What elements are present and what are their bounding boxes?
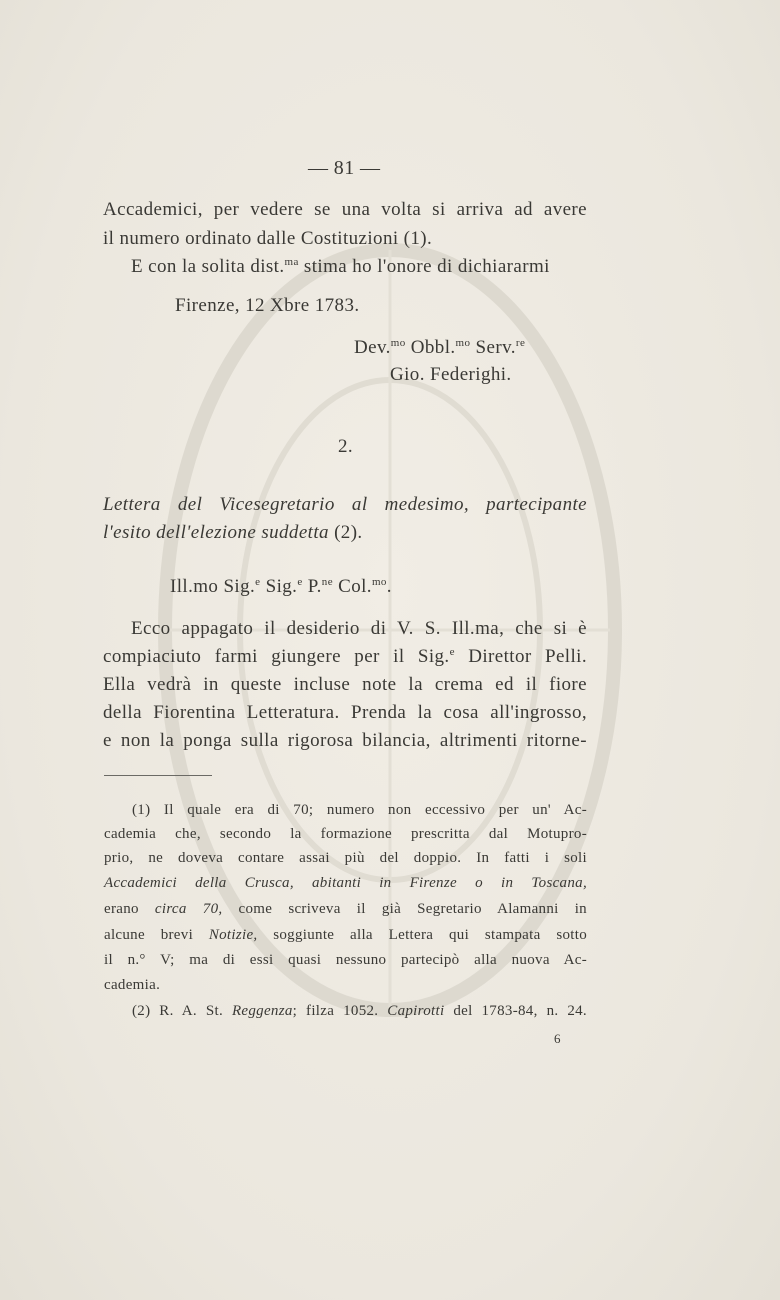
salutation [170, 577, 392, 596]
footnote-text: il n.° V; ma di essi quasi nessuno partecipò alla nuova Ac- [104, 952, 587, 968]
page-number: — 81 — [308, 157, 381, 179]
text: ; filza 1052. [292, 1003, 388, 1019]
body-line [103, 200, 587, 219]
footnote-line [104, 876, 587, 891]
footnote-text: prio, ne doveva contare assai più del doppio. In fatti i soli [104, 850, 587, 866]
body-text: Ella vedrà in queste incluse note la crema ed il fiore [103, 674, 587, 695]
text: Capirotti [387, 1003, 445, 1019]
footnote-line [104, 827, 587, 842]
body-line [103, 675, 587, 694]
text: erano [104, 901, 155, 917]
signature: Gio. Federighi. [390, 364, 512, 385]
text: . [386, 576, 392, 597]
text: compiaciuto farmi giungere per il Sig. [103, 646, 450, 667]
footnote-line [104, 851, 587, 866]
body-line: il numero ordinato dalle Costituzioni (1). [103, 228, 433, 249]
text: (2) R. A. St. [132, 1003, 232, 1019]
superscript: e [449, 646, 455, 658]
text: Reggenza [231, 1003, 293, 1019]
footnote-line [104, 928, 587, 943]
body-text: Ecco appagato il desiderio di V. S. Ill.ma, che si è [131, 618, 587, 639]
footnote-text: cademia che, secondo la formazione prescritta dal Motupro- [104, 826, 587, 842]
text: Serv. [470, 337, 516, 358]
superscript: re [515, 337, 526, 349]
footnote-line: cademia. [104, 977, 161, 993]
text: Ill.mo Sig. [170, 576, 256, 597]
note-ref: (2). [328, 522, 363, 543]
body-text: della Fiorentina Letteratura. Prenda la cosa all'ingrosso, [103, 702, 587, 723]
heading-text: l'esito dell'elezione suddetta [103, 522, 329, 543]
section-heading [103, 495, 587, 514]
text: Col. [332, 576, 372, 597]
text: Sig. [260, 576, 298, 597]
signature-mark: 6 [554, 1031, 561, 1046]
body-text: Accademici, per vedere se una volta si arriva ad avere [103, 199, 587, 220]
text: stima ho l'onore di dichiararmi [298, 256, 550, 277]
superscript: mo [455, 337, 471, 349]
text: E con la solita dist. [131, 256, 285, 277]
text: Direttor Pelli. [454, 646, 587, 667]
footnote-text [104, 902, 587, 917]
section-number: 2. [338, 436, 354, 457]
body-line [131, 619, 587, 638]
footnote-text: Accademici della Crusca, abitanti in Firenze o in Toscana, [104, 875, 587, 891]
superscript: e [297, 576, 303, 588]
footnote-text [104, 928, 587, 943]
superscript: ne [321, 576, 333, 588]
superscript: mo [390, 337, 406, 349]
text: circa 70, [154, 901, 223, 917]
body-line [103, 703, 587, 722]
body-text [103, 647, 587, 666]
text: P. [302, 576, 322, 597]
section-heading [103, 523, 363, 542]
footnote-line [104, 953, 587, 968]
superscript: mo [371, 576, 387, 588]
heading-text: Lettera del Vicesegretario al medesimo, partecipante [103, 494, 587, 515]
footnote-line [132, 1004, 587, 1019]
footnote-text [132, 1004, 587, 1019]
footnote-text: (1) Il quale era di 70; numero non eccessivo per un' Ac- [132, 802, 587, 818]
text: come scriveva il già Segretario Alamanni in [222, 901, 587, 917]
superscript: e [255, 576, 261, 588]
text: Dev. [354, 337, 391, 358]
superscript: ma [284, 256, 299, 268]
text: alcune brevi [104, 927, 209, 943]
body-text: e non la ponga sulla rigorosa bilancia, altrimenti ritorne- [103, 730, 587, 751]
text: Obbl. [405, 337, 456, 358]
text: Notizie, [208, 927, 258, 943]
body-line [131, 257, 550, 276]
closing-formula [354, 338, 525, 357]
footnote-divider [104, 775, 212, 776]
body-line [103, 647, 587, 666]
body-line [103, 731, 587, 750]
footnote-line [132, 803, 587, 818]
place-date: Firenze, 12 Xbre 1783. [175, 295, 360, 316]
text: soggiunte alla Lettera qui stampata sotto [257, 927, 587, 943]
footnote-line [104, 902, 587, 917]
text: del 1783-84, n. 24. [444, 1003, 587, 1019]
